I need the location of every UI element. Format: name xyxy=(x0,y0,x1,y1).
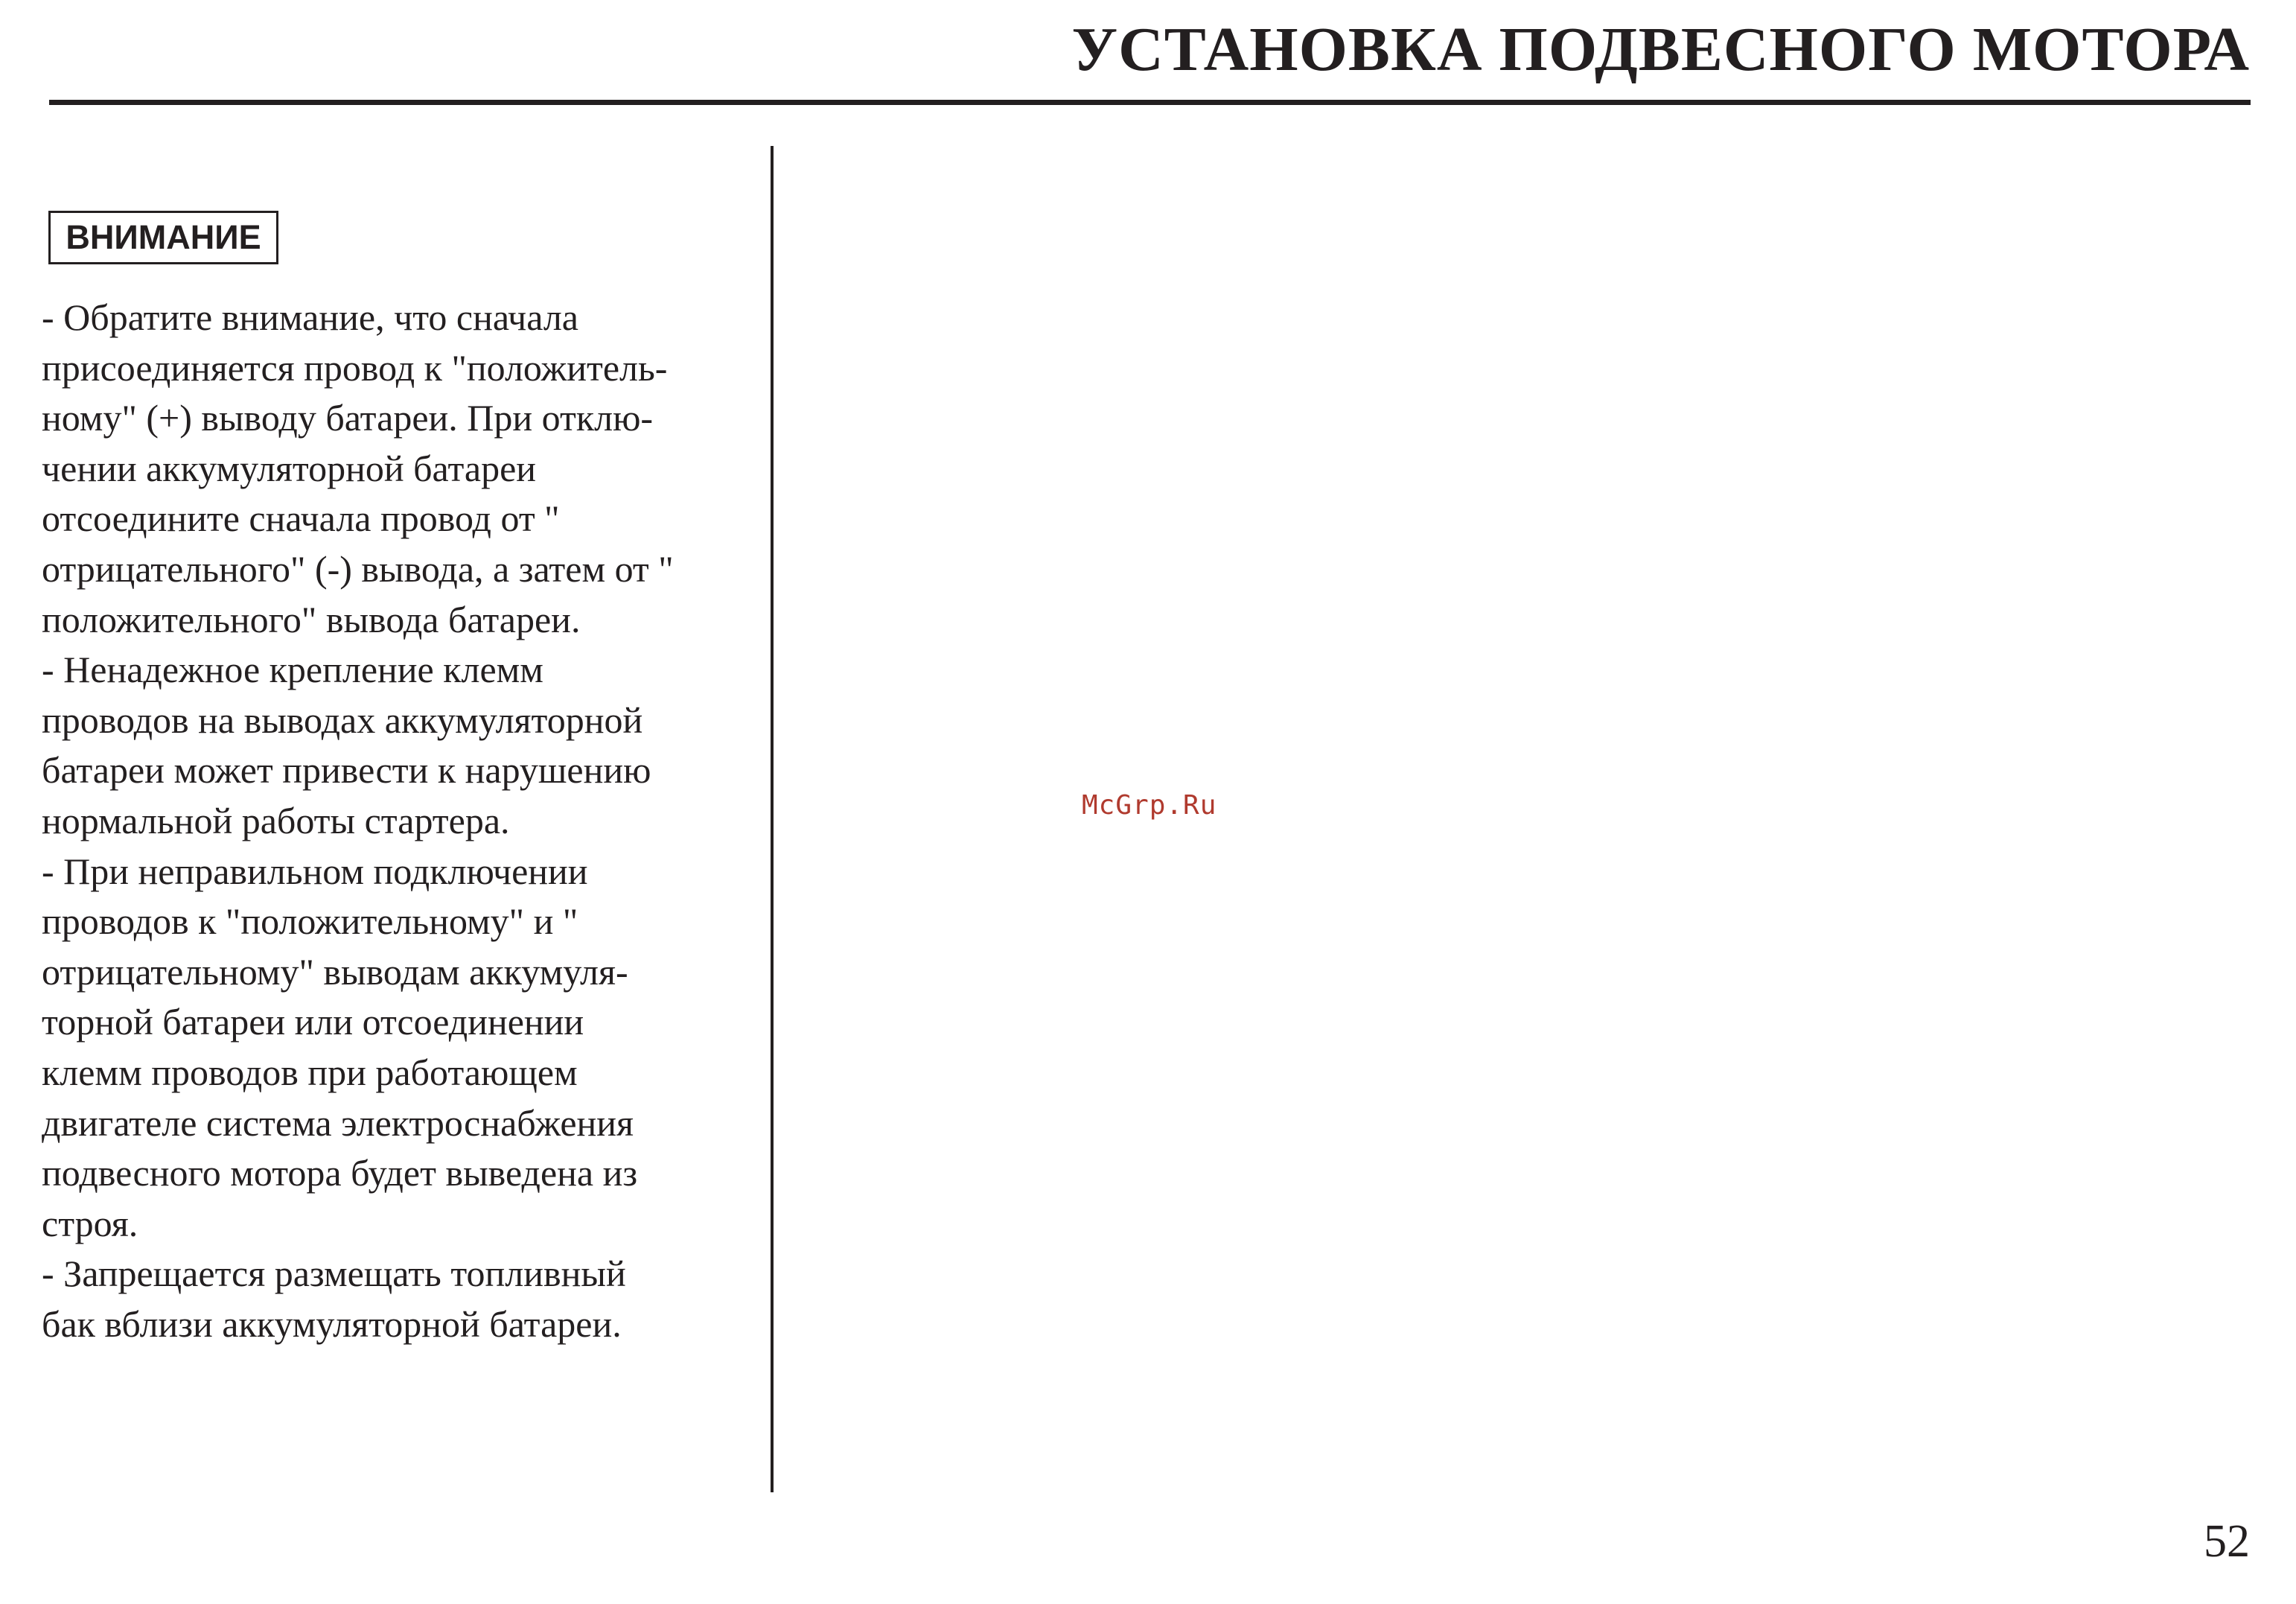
warning-line: подвесного мотора будет выведена из xyxy=(42,1152,638,1194)
warning-line: - Обратите внимание, что сначала xyxy=(42,296,578,338)
warning-line: присоединяется провод к "положитель- xyxy=(42,346,668,389)
warning-line: отрицательного" (-) вывода, а затем от " xyxy=(42,547,674,590)
warning-text xyxy=(42,293,779,1349)
warning-line: - Запрещается размещать топливный xyxy=(42,1253,626,1295)
warning-line: торной батареи или отсоединении xyxy=(42,1001,584,1043)
watermark: McGrp.Ru xyxy=(1082,790,1217,821)
warning-line: положительного" вывода батареи. xyxy=(42,598,581,640)
warning-line: бак вблизи аккумуляторной батареи. xyxy=(42,1302,622,1345)
page-title: УСТАНОВКА ПОДВЕСНОГО МОТОРА xyxy=(1071,15,2250,84)
warning-line: чении аккумуляторной батареи xyxy=(42,447,537,489)
warning-badge: ВНИМАНИЕ xyxy=(48,211,278,264)
warning-line: проводов на выводах аккумуляторной xyxy=(42,698,643,741)
warning-line: отрицательному" выводам аккумуля- xyxy=(42,950,628,993)
warning-line: нормальной работы стартера. xyxy=(42,799,510,841)
page-number: 52 xyxy=(2204,1516,2250,1567)
warning-line: ному" (+) выводу батареи. При отклю- xyxy=(42,397,654,439)
warning-line: проводов к "положительному" и " xyxy=(42,900,578,943)
warning-line: - При неправильном подключении xyxy=(42,850,588,892)
warning-line: строя. xyxy=(42,1202,138,1244)
warning-line: батареи может привести к нарушению xyxy=(42,749,651,792)
warning-line: двигателе система электроснабжения xyxy=(42,1101,634,1144)
title-rule xyxy=(49,100,2251,105)
warning-line: - Ненадежное крепление клемм xyxy=(42,649,543,691)
warning-line: клемм проводов при работающем xyxy=(42,1051,578,1093)
warning-line: отсоедините сначала провод от " xyxy=(42,497,560,540)
